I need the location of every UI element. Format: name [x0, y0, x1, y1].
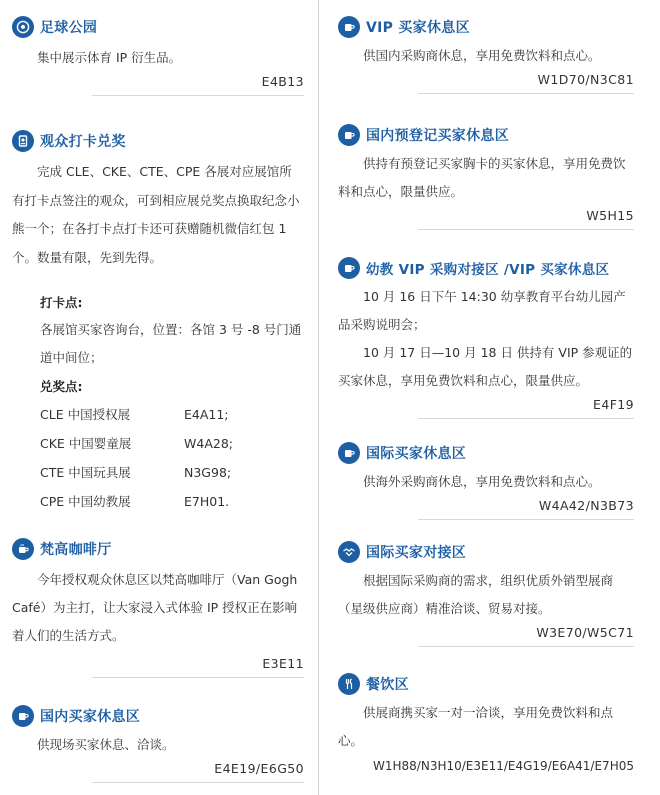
booth-code-row: [338, 208, 634, 230]
booth-code-row: [338, 759, 634, 781]
booth-code: W5H15: [586, 208, 634, 223]
section-vip-buyer-lounge: [338, 14, 634, 94]
booth-code: E3E11: [262, 656, 304, 671]
cup-icon: [338, 442, 360, 464]
redeem-item: CPE 中国幼教展 E7H01.: [40, 494, 230, 509]
section-text: 10 月 17 日—10 月 18 日 供持有 VIP 参观证的买家休息，享用免费饮料和点心，限量供应。: [338, 345, 633, 388]
section-title: VIP 买家休息区: [366, 20, 470, 36]
dotted-leader-line: [92, 677, 304, 678]
section-text: 今年授权观众休息区以梵高咖啡厅（Van Gogh Café）为主打，让大家浸入式体验 IP 授权正在影响着人们的生活方式。: [12, 572, 298, 643]
section-title: 梵高咖啡厅: [40, 542, 112, 558]
cup-icon: [338, 16, 360, 38]
section-title: 餐饮区: [366, 677, 409, 693]
section-international-buyer-lounge: [338, 440, 634, 520]
booth-code: W4A42/N3B73: [538, 498, 634, 513]
section-text: 10 月 16 日下午 14:30 幼享教育平台幼儿园产品采购说明会；: [338, 289, 626, 332]
section-dining-area: [338, 671, 634, 781]
checkin-points-label: 打卡点:: [40, 295, 83, 310]
dotted-leader-line: [418, 93, 634, 94]
dotted-leader-line: [418, 229, 634, 230]
section-title: 国际买家对接区: [366, 545, 467, 561]
section-preschool-vip-area: [338, 255, 634, 419]
booth-code-row: [12, 74, 304, 96]
section-text: 供持有预登记买家胸卡的买家休息，享用免费饮料和点心，限量供应。: [338, 156, 626, 199]
section-checkin-rewards: [12, 128, 304, 516]
section-text: 集中展示体育 IP 衍生品。: [37, 50, 182, 65]
coffee-icon: [12, 538, 34, 560]
cup-icon: [338, 257, 360, 279]
booth-code-row: [12, 761, 304, 783]
section-title: 观众打卡兑奖: [40, 134, 126, 150]
booth-code-row: [338, 397, 634, 419]
section-title: 国际买家休息区: [366, 446, 467, 462]
cup-icon: [12, 705, 34, 727]
dotted-leader-line: [92, 782, 304, 783]
section-title: 国内买家休息区: [40, 709, 141, 725]
section-text: 供展商携买家一对一洽谈，享用免费饮料和点心。: [338, 705, 614, 748]
fork-knife-icon: [338, 673, 360, 695]
booth-code: E4E19/E6G50: [214, 761, 304, 776]
section-international-matchmaking: [338, 539, 634, 647]
booth-code: W1D70/N3C81: [537, 72, 634, 87]
section-van-gogh-cafe: [12, 536, 304, 678]
badge-icon: [12, 130, 34, 152]
section-preregistered-buyer-lounge: [338, 122, 634, 230]
section-title: 国内预登记买家休息区: [366, 128, 509, 144]
section-text: 供现场买家休息、洽谈。: [37, 737, 175, 752]
checkin-points-text: 各展馆买家咨询台，位置：各馆 3 号 -8 号门通道中间位；: [40, 322, 302, 365]
cup-icon: [338, 124, 360, 146]
booth-code-row: [338, 498, 634, 520]
booth-code: E4B13: [261, 74, 304, 89]
dotted-leader-line: [92, 95, 304, 96]
redeem-item: CTE 中国玩具展 N3G98;: [40, 465, 232, 480]
redeem-points-label: 兑奖点:: [40, 379, 83, 394]
column-divider: [318, 0, 319, 795]
booth-code: W1H88/N3H10/E3E11/E4G19/E6A41/E7H05: [373, 759, 634, 773]
booth-code-row: [338, 625, 634, 647]
section-text: 根据国际采购商的需求，组织优质外销型展商（星级供应商）精准洽谈、贸易对接。: [338, 573, 614, 616]
booth-code: W3E70/W5C71: [536, 625, 634, 640]
booth-code: E4F19: [593, 397, 634, 412]
section-football-park: [12, 14, 304, 96]
football-icon: [12, 16, 34, 38]
handshake-icon: [338, 541, 360, 563]
dotted-leader-line: [418, 646, 634, 647]
section-text: 完成 CLE、CKE、CTE、CPE 各展对应展馆所有打卡点签注的观众，可到相应展兑奖点换取纪念小熊一个；在各打卡点打卡还可获赠随机微信红包 1 个。数量有限，先到先得。: [12, 164, 300, 265]
section-text: 供海外采购商休息，享用免费饮料和点心。: [363, 474, 601, 489]
redeem-item: CKE 中国婴童展 W4A28;: [40, 436, 233, 451]
booth-code-row: [338, 72, 634, 94]
section-title: 幼教 VIP 采购对接区 /VIP 买家休息区: [366, 262, 610, 278]
section-text: 供国内采购商休息，享用免费饮料和点心。: [363, 48, 601, 63]
booth-code-row: [12, 656, 304, 678]
redeem-item: CLE 中国授权展 E4A11;: [40, 407, 229, 422]
section-title: 足球公园: [40, 20, 98, 36]
section-domestic-buyer-lounge: [12, 703, 304, 783]
dotted-leader-line: [418, 519, 634, 520]
dotted-leader-line: [418, 418, 634, 419]
